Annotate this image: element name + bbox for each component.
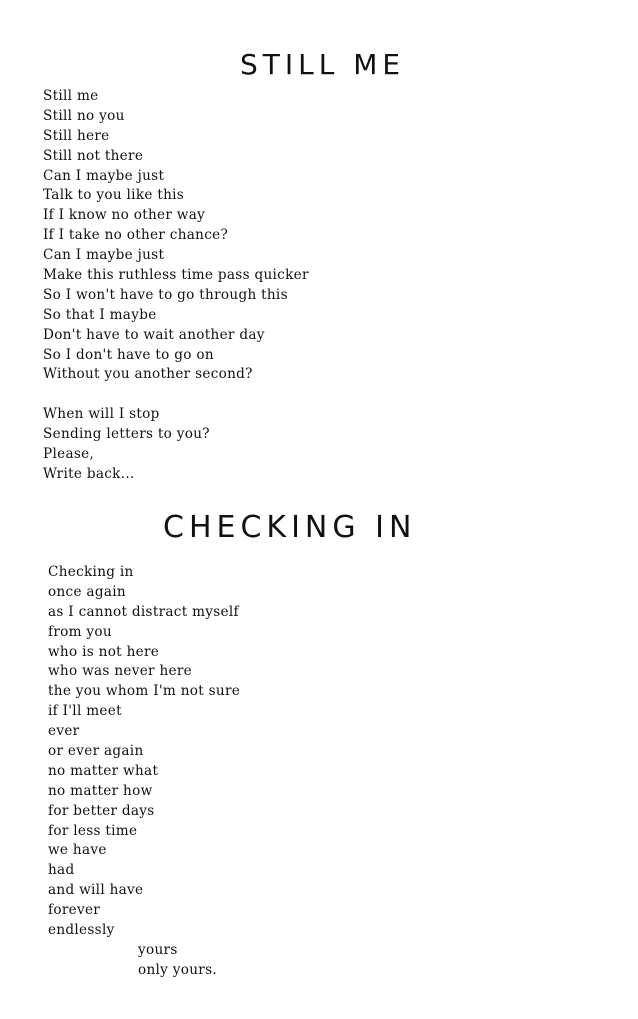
poem-line: Sending letters to you? bbox=[43, 426, 210, 443]
poem-body-still-me bbox=[43, 87, 309, 485]
poem-closing-line: yours bbox=[138, 941, 178, 958]
poem-line: So I won't have to go through this bbox=[43, 286, 288, 303]
poem-line: endlessly bbox=[48, 922, 115, 939]
poem-line: from you bbox=[48, 623, 112, 640]
poem-line: who was never here bbox=[48, 663, 193, 680]
poem-line: So I don't have to go on bbox=[43, 346, 214, 363]
poem-line: had bbox=[48, 862, 75, 879]
poem-line: no matter what bbox=[48, 762, 159, 779]
poem-title-checking-in: CHECKING IN bbox=[163, 510, 417, 545]
poem-line: Don't have to wait another day bbox=[43, 326, 265, 343]
poem-line: as I cannot distract myself bbox=[48, 603, 239, 620]
poem-line: If I know no other way bbox=[43, 207, 206, 224]
poem-line: for better days bbox=[48, 802, 155, 819]
poem-line: once again bbox=[48, 583, 126, 600]
poem-line: Still no you bbox=[43, 107, 125, 124]
poem-line: ever bbox=[48, 723, 80, 740]
poem-line: who is not here bbox=[48, 643, 160, 660]
poem-line: Can I maybe just bbox=[43, 247, 165, 264]
poem-line: the you whom I'm not sure bbox=[48, 683, 241, 700]
poem-line: and will have bbox=[48, 882, 144, 899]
poem-line: When will I stop bbox=[43, 406, 160, 423]
poem-line: Please, bbox=[43, 446, 95, 463]
poem-line: Still not there bbox=[43, 147, 144, 164]
poem-line: So that I maybe bbox=[43, 306, 157, 323]
poem-line: Make this ruthless time pass quicker bbox=[43, 267, 309, 284]
poem-line: no matter how bbox=[48, 782, 153, 799]
poem-line: Still here bbox=[43, 127, 110, 144]
poem-line: we have bbox=[48, 842, 107, 859]
poem-line: If I take no other chance? bbox=[43, 227, 229, 244]
poem-closing-line: only yours. bbox=[138, 961, 218, 978]
poem-line: Still me bbox=[43, 88, 99, 104]
poem-body-checking-in bbox=[48, 563, 240, 981]
poem-line: forever bbox=[48, 902, 101, 919]
poem-line: or ever again bbox=[48, 743, 144, 760]
poem-line: if I'll meet bbox=[48, 703, 122, 720]
poem-line: for less time bbox=[48, 822, 138, 839]
poem-line: Can I maybe just bbox=[43, 167, 165, 184]
poem-line: Write back... bbox=[43, 465, 135, 482]
poem-title-still-me: STILL ME bbox=[240, 48, 406, 81]
poem-line: Without you another second? bbox=[43, 366, 253, 383]
poem-line: Checking in bbox=[48, 564, 134, 580]
poem-line: Talk to you like this bbox=[43, 187, 185, 204]
